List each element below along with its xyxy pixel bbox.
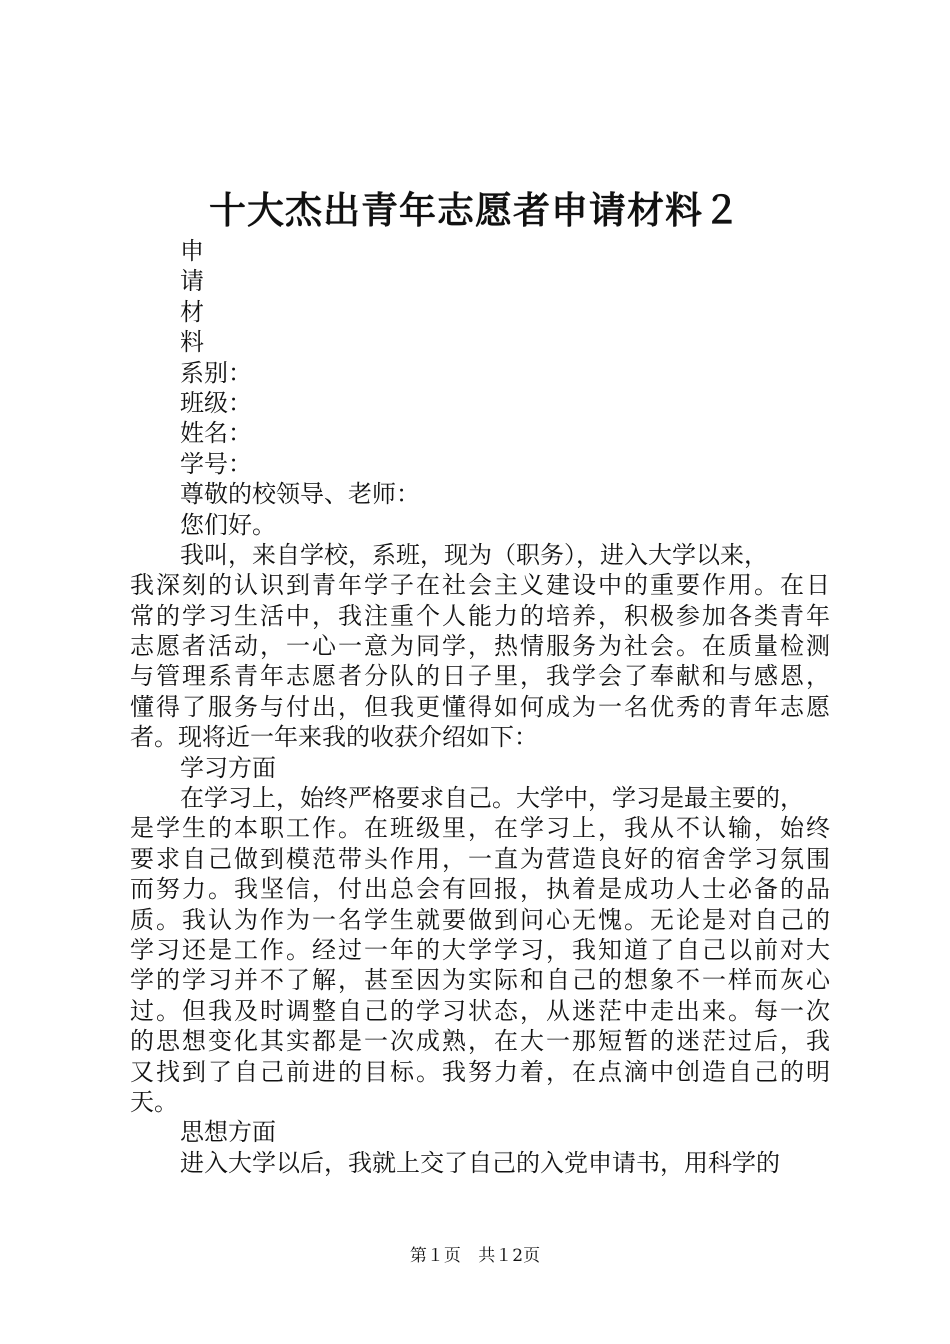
greeting: 您们好。	[180, 510, 276, 539]
salutation: 尊敬的校领导、老师：	[180, 480, 420, 509]
paragraph-line: 懂得了服务与付出，但我更懂得如何成为一名优秀的青年志愿	[130, 692, 830, 721]
field-department: 系别：	[180, 358, 252, 387]
paragraph-line: 学习还是工作。经过一年的大学学习，我知道了自己以前对大	[130, 935, 830, 964]
page-total: 共１2页	[478, 1246, 541, 1266]
section-heading: 思想方面	[180, 1118, 276, 1147]
paragraph-line: 的思想变化其实都是一次成熟，在大一那短暂的迷茫过后，我	[130, 1027, 830, 1056]
paragraph-line: 进入大学以后，我就上交了自己的入党申请书，用科学的	[180, 1148, 780, 1177]
paragraph-line: 学的学习并不了解，甚至因为实际和自己的想象不一样而灰心	[130, 966, 830, 995]
document-body	[130, 236, 830, 1178]
cover-char: 申	[180, 237, 204, 265]
paragraph-line: 是学生的本职工作。在班级里，在学习上，我从不认输，始终	[130, 814, 830, 843]
field-class: 班级：	[180, 388, 252, 417]
paragraph-line: 过。但我及时调整自己的学习状态，从迷茫中走出来。每一次	[130, 996, 830, 1025]
paragraph-line: 天。	[130, 1087, 178, 1116]
field-student-id: 学号：	[180, 449, 252, 478]
cover-char: 料	[180, 328, 204, 357]
paragraph-line: 在学习上，始终严格要求自己。大学中，学习是最主要的，	[180, 784, 804, 813]
section-heading: 学习方面	[180, 753, 276, 782]
paragraph-line: 要求自己做到模范带头作用，一直为营造良好的宿舍学习氛围	[130, 844, 830, 873]
paragraph-line: 常的学习生活中，我注重个人能力的培养，积极参加各类青年	[130, 601, 830, 630]
paragraph-line: 志愿者活动，一心一意为同学，热情服务为社会。在质量检测	[130, 632, 830, 661]
field-name: 姓名：	[180, 419, 252, 448]
paragraph-line: 我叫，来自学校，系班，现为（职务），进入大学以来，	[180, 540, 768, 569]
page-footer	[0, 1244, 950, 1268]
paragraph-line: 质。我认为作为一名学生就要做到问心无愧。无论是对自己的	[130, 905, 830, 934]
paragraph-line: 者。现将近一年来我的收获介绍如下：	[130, 723, 538, 752]
page-number: 第１页	[409, 1246, 461, 1266]
paragraph-line: 我深刻的认识到青年学子在社会主义建设中的重要作用。在日	[130, 571, 830, 600]
cover-char: 请	[180, 267, 204, 296]
document-title: 十大杰出青年志愿者申请材料２	[209, 188, 741, 232]
paragraph-line: 而努力。我坚信，付出总会有回报，执着是成功人士必备的品	[130, 875, 830, 904]
cover-char: 材	[180, 297, 204, 326]
paragraph-line: 又找到了自己前进的目标。我努力着，在点滴中创造自己的明	[130, 1057, 830, 1086]
paragraph-line: 与管理系青年志愿者分队的日子里，我学会了奉献和与感恩，	[130, 662, 830, 691]
